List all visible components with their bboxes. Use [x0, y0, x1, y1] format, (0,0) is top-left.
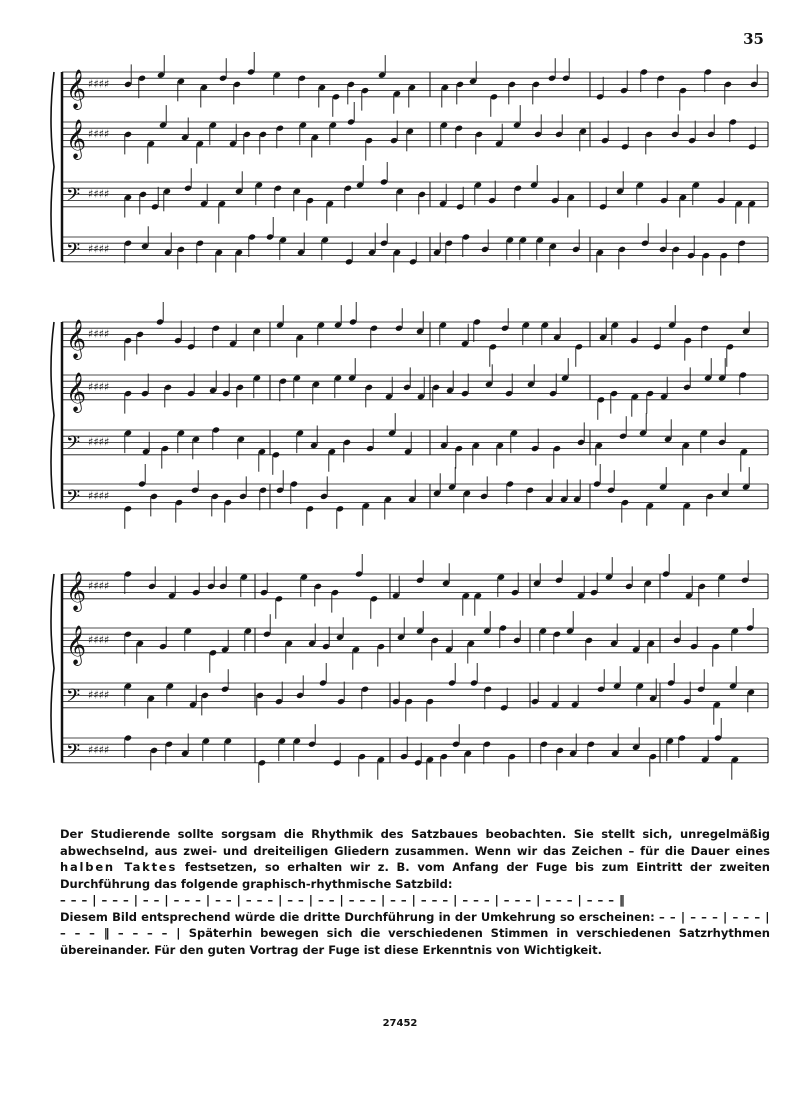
- commentary-part2: festsetzen, so erhalten wir z. B. vom Anfang der Fuge bis zum Eintritt der zweiten Durchführung das folgende graphisch-rhythmische Satzbild:: [60, 860, 770, 891]
- commentary-part4: Späterhin bewegen sich die verschiedenen Stimmen in verschiedenen Satzrhythmen übereinander. Für den guten Vortrag der Fuge ist diese Erkenntnis von Wichtigkeit.: [60, 926, 770, 957]
- key-signature-icon: ♯♯♯♯: [88, 688, 110, 702]
- bass-clef-icon: 𝄢: [66, 685, 81, 711]
- bass-clef-icon: 𝄢: [66, 740, 81, 766]
- rhythm-pattern-1: – – – | – – – | – – | – – – | – – | – – – | – – | – – | – – – | – – | – – – | – – – | – – – | – – – | – – – ‖: [60, 893, 626, 907]
- key-signature-icon: ♯♯♯♯: [88, 579, 110, 593]
- bass-clef-icon: 𝄢: [66, 239, 81, 265]
- key-signature-icon: ♯♯♯♯: [88, 127, 110, 141]
- commentary-text: [60, 826, 770, 958]
- commentary-part3: Diesem Bild entsprechend würde die dritte Durchführung in der Umkehrung so erscheinen:: [60, 909, 655, 924]
- key-signature-icon: ♯♯♯♯: [88, 77, 110, 91]
- key-signature-icon: ♯♯♯♯: [88, 633, 110, 647]
- treble-clef-icon: 𝄞: [66, 624, 87, 665]
- commentary-paragraph: [60, 826, 770, 958]
- commentary-part1: Der Studierende sollte sorgsam die Rhythmik des Satzbaues beobachten. Sie stellt sich, unregelmäßig abwechselnd, aus zwei- und dreiteiligen Gliedern zusammen. Wenn wir das Zeichen – für die Dauer eines: [60, 827, 770, 858]
- bass-clef-icon: 𝄢: [66, 486, 81, 512]
- rhythm-pattern-2b: – – – – |: [117, 926, 181, 940]
- treble-clef-icon: 𝄞: [66, 118, 87, 159]
- system-bracket: [51, 574, 54, 763]
- key-signature-icon: ♯♯♯♯: [88, 242, 110, 256]
- spaced-term: halben Taktes: [60, 860, 178, 874]
- system-bracket: [51, 322, 54, 509]
- key-signature-icon: ♯♯♯♯: [88, 327, 110, 341]
- key-signature-icon: ♯♯♯♯: [88, 743, 110, 757]
- key-signature-icon: ♯♯♯♯: [88, 380, 110, 394]
- treble-clef-icon: 𝄞: [66, 68, 87, 109]
- plate-number: 27452: [382, 1018, 418, 1029]
- treble-clef-icon: 𝄞: [66, 318, 87, 359]
- key-signature-icon: ♯♯♯♯: [88, 187, 110, 201]
- treble-clef-icon: 𝄞: [66, 371, 87, 412]
- rhythm-pattern-2a: – – | – – – | – – – | – – – ‖: [60, 909, 770, 940]
- page-number: 35: [743, 30, 764, 48]
- key-signature-icon: ♯♯♯♯: [88, 489, 110, 503]
- key-signature-icon: ♯♯♯♯: [88, 435, 110, 449]
- bass-clef-icon: 𝄢: [66, 184, 81, 210]
- treble-clef-icon: 𝄞: [66, 570, 87, 611]
- bass-clef-icon: 𝄢: [66, 432, 81, 458]
- system-bracket: [51, 72, 54, 262]
